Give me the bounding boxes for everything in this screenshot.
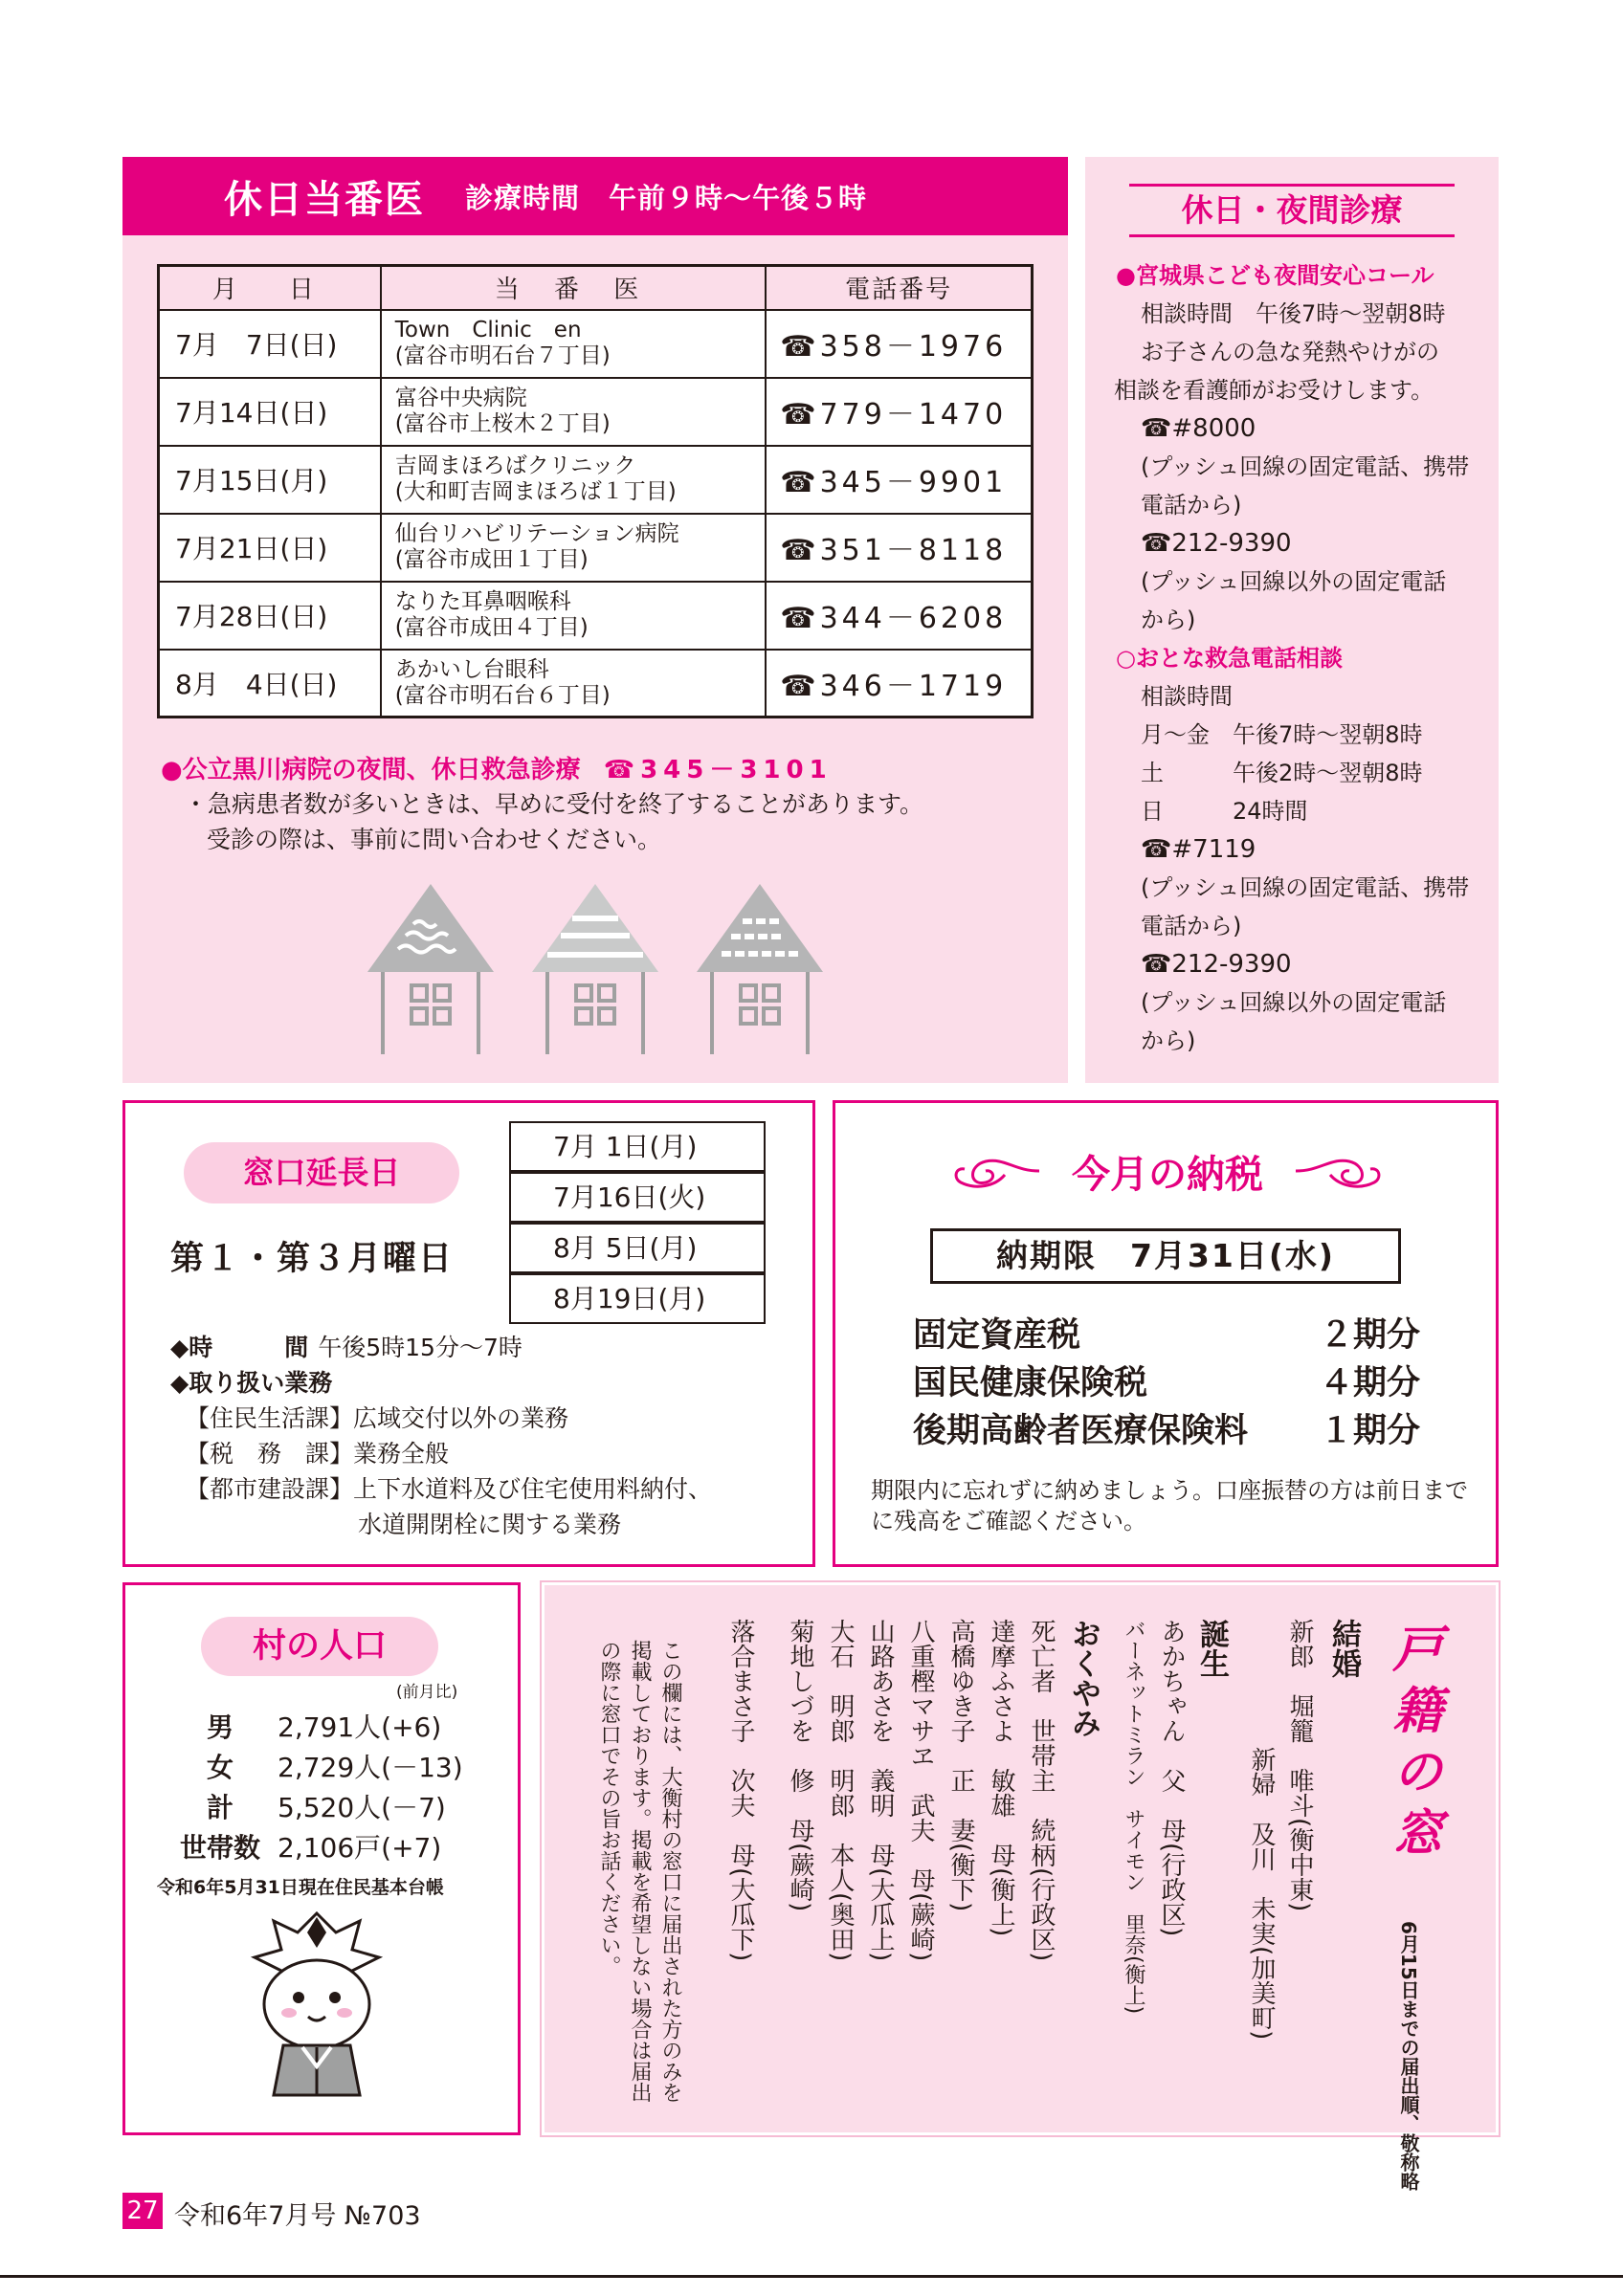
miyagi-call-title: ●宮城県こども夜間安心コール — [1116, 262, 1434, 289]
extended-date: 8月19日(月) — [509, 1273, 766, 1324]
tax-period: １期分 — [1319, 1412, 1420, 1450]
holiday-doctor-header — [122, 157, 1068, 235]
header-phone: 電話番号 — [766, 266, 1032, 310]
population-label: 世帯数 — [179, 1832, 260, 1864]
time-label: ◆時 間 — [170, 1334, 309, 1361]
clinic-address: (富谷市成田４丁目) — [394, 615, 589, 640]
phone-note: 電話から) — [1141, 913, 1242, 939]
marriage-label: 結婚 — [1326, 1619, 1361, 1678]
row-clinic — [381, 378, 766, 446]
tax-item — [913, 1404, 1420, 1452]
kurokawa-note — [184, 786, 1045, 857]
phone-number: ☎#7119 — [1141, 835, 1256, 864]
population-label: 計 — [206, 1792, 233, 1823]
marriage-groom: 新郎 堀籠 唯斗(衡中東) — [1285, 1619, 1314, 1912]
adult-call-title: ○おとな救急電話相談 — [1116, 645, 1343, 672]
table-row — [159, 650, 1033, 718]
table-row — [159, 310, 1033, 378]
population-label: 女 — [206, 1752, 233, 1783]
holiday-doctor-table — [157, 264, 1034, 718]
header-date: 月 日 — [159, 266, 381, 310]
service-item-cont: 水道開閉栓に関する業務 — [358, 1511, 622, 1538]
death-header: 死亡者 世帯主 続柄(行政区) — [1027, 1619, 1056, 1962]
death-row: 落合まさ子 次夫 母(大瓜下) — [726, 1619, 755, 1962]
clinic-address: (富谷市明石台７丁目) — [394, 343, 611, 368]
tax-title: 今月の納税 — [1072, 1153, 1263, 1197]
adult-hours: 日 24時間 — [1141, 798, 1308, 825]
population-compare-label: (前月比) — [396, 1683, 458, 1702]
extended-date: 7月16日(火) — [509, 1172, 766, 1223]
service-item: 【都市建設課】上下水道料及び住宅使用料納付、 — [186, 1475, 713, 1503]
tax-name: 固定資産税 — [913, 1316, 1081, 1355]
phone-note: から) — [1141, 607, 1196, 633]
condolence-label: おくやみ — [1066, 1619, 1101, 1737]
night-clinic-body — [1114, 256, 1497, 1060]
row-date: 7月21日(日) — [159, 514, 381, 582]
row-phone: ☎358－1976 — [766, 310, 1032, 378]
birth-row: バーネットミラン サイモン 里奈(衡上) — [1122, 1619, 1145, 2015]
adult-hours: 土 午後2時～翌朝8時 — [1141, 760, 1423, 786]
row-clinic — [381, 582, 766, 650]
night-clinic-title: 休日・夜間診療 — [1129, 184, 1455, 237]
house-illustration — [693, 880, 827, 1054]
phone-number: ☎#8000 — [1141, 414, 1256, 443]
phone-note: (プッシュ回線以外の固定電話 — [1141, 568, 1447, 595]
note-line: 受診の際は、事前に問い合わせください。 — [207, 826, 662, 853]
clinic-hours: 診療時間 午前９時～午後５時 — [465, 181, 868, 214]
clinic-name: 仙台リハビリテーション病院 — [394, 521, 679, 546]
family-register-note: 6月15日までの届出順、敬称略 — [1397, 1921, 1420, 2191]
phone-number: ☎212-9390 — [1141, 529, 1292, 558]
marriage-bride: 新婦 及川 未実(加美町) — [1247, 1747, 1276, 2041]
extended-hours-body — [170, 1330, 802, 1542]
population-row — [163, 1747, 463, 1785]
family-register-title: 戸籍の窓 — [1384, 1623, 1441, 1867]
death-row: 高橋ゆき子 正 妻(衡下) — [946, 1619, 975, 1912]
kurokawa-label: ●公立黒川病院の夜間、休日救急診療 — [161, 756, 581, 784]
table-row — [159, 446, 1033, 514]
row-date: 7月14日(日) — [159, 378, 381, 446]
clinic-name: Town Clinic en — [394, 318, 582, 342]
clinic-name: 吉岡まほろばクリニック — [394, 453, 636, 478]
phone-note: 電話から) — [1141, 492, 1242, 519]
miyagi-desc: 相談を看護師がお受けします。 — [1114, 377, 1434, 404]
death-row: 菊地しづを 修 母(蕨崎) — [786, 1619, 814, 1912]
table-row — [159, 378, 1033, 446]
clinic-name: なりた耳鼻咽喉科 — [394, 589, 571, 614]
miyagi-hours: 相談時間 午後7時～翌朝8時 — [1141, 300, 1446, 327]
issue-label: 令和6年7月号 №703 — [174, 2201, 421, 2231]
row-clinic — [381, 446, 766, 514]
time-value: 午後5時15分～7時 — [318, 1334, 522, 1361]
table-row — [159, 514, 1033, 582]
holiday-doctor-title: 休日当番医 — [224, 177, 425, 222]
birth-label: 誕生 — [1194, 1619, 1229, 1678]
tax-period: ４期分 — [1319, 1364, 1420, 1402]
death-row: 大石 明郎 明郎 本人(奥田) — [826, 1619, 855, 1962]
phone-number: ☎212-9390 — [1141, 950, 1292, 979]
clinic-name: あかいし台眼科 — [394, 656, 549, 682]
clinic-address: (富谷市明石台６丁目) — [394, 682, 611, 708]
death-row: 八重樫マサヱ 武夫 母(蕨崎) — [906, 1619, 935, 1962]
service-item: 【税 務 課】業務全般 — [186, 1440, 450, 1468]
population-value: 2,729人(－13) — [278, 1752, 463, 1783]
clinic-address: (大和町吉岡まほろば１丁目) — [394, 479, 677, 504]
extended-date: 8月 5日(月) — [509, 1223, 766, 1273]
clinic-address: (富谷市成田１丁目) — [394, 547, 589, 572]
tax-item — [913, 1357, 1420, 1404]
phone-note: (プッシュ回線の固定電話、携帯 — [1141, 874, 1470, 901]
house-illustration — [528, 880, 662, 1054]
population-value: 5,520人(－7) — [278, 1792, 446, 1823]
extended-hours-subtitle: 第１・第３月曜日 — [170, 1240, 455, 1278]
tax-period: ２期分 — [1319, 1316, 1420, 1355]
tax-name: 後期高齢者医療保険料 — [913, 1412, 1249, 1450]
row-date: 7月28日(日) — [159, 582, 381, 650]
clinic-name: 富谷中央病院 — [394, 386, 527, 410]
family-register-info: この欄には、大衡村の窓口に届出された方のみを掲載しております。掲載を希望しない場合は届出の際に窓口でその旨お話ください。 — [597, 1640, 682, 2103]
adult-hours: 月～金 午後7時～翌朝8時 — [1141, 721, 1423, 748]
kurokawa-hospital-line — [161, 750, 833, 785]
table-header-row — [159, 266, 1033, 310]
population-title: 村の人口 — [201, 1617, 438, 1676]
phone-note: (プッシュ回線以外の固定電話 — [1141, 989, 1447, 1016]
population-value: 2,791人(+6) — [278, 1711, 442, 1743]
population-value: 2,106戸(+7) — [278, 1832, 442, 1864]
extended-hours-title: 窓口延長日 — [184, 1142, 459, 1203]
row-clinic — [381, 514, 766, 582]
row-phone: ☎346－1719 — [766, 650, 1032, 718]
row-phone: ☎345－9901 — [766, 446, 1032, 514]
row-phone: ☎351－8118 — [766, 514, 1032, 582]
death-row: 達摩ふさよ 敏雄 母(衡上) — [987, 1619, 1015, 1937]
note-line: ・急病患者数が多いときは、早めに受付を終了することがあります。 — [184, 790, 924, 818]
population-row — [163, 1787, 446, 1825]
phone-note: (プッシュ回線の固定電話、携帯 — [1141, 453, 1470, 480]
adult-hours-label: 相談時間 — [1141, 683, 1233, 710]
row-clinic — [381, 310, 766, 378]
tax-name: 国民健康保険税 — [913, 1364, 1148, 1402]
header-doctor: 当 番 医 — [381, 266, 766, 310]
row-date: 8月 4日(日) — [159, 650, 381, 718]
house-illustration — [364, 880, 498, 1054]
population-row — [163, 1827, 441, 1866]
phone-note: から) — [1141, 1027, 1196, 1054]
time-row — [170, 1330, 802, 1365]
table-row — [159, 582, 1033, 650]
extended-date: 7月 1日(月) — [509, 1121, 766, 1172]
birth-header: あかちゃん 父 母(行政区) — [1157, 1619, 1186, 1937]
page-number: 27 — [122, 2193, 163, 2229]
kurokawa-phone: ☎345－3101 — [603, 756, 833, 784]
clinic-address: (富谷市上桜木２丁目) — [394, 411, 611, 436]
death-row: 山路あさを 義明 母(大瓜上) — [866, 1619, 895, 1962]
row-date: 7月15日(月) — [159, 446, 381, 514]
population-row — [163, 1707, 441, 1745]
miyagi-desc: お子さんの急な発熱やけがの — [1141, 339, 1439, 365]
row-phone: ☎344－6208 — [766, 582, 1032, 650]
population-source: 令和6年5月31日現在住民基本台帳 — [157, 1877, 444, 1898]
tax-item — [913, 1309, 1420, 1357]
tax-deadline: 納期限 7月31日(水) — [930, 1228, 1401, 1284]
population-label: 男 — [206, 1711, 233, 1743]
tax-note: 期限内に忘れずに納めましょう。口座振替の方は前日までに残高をご確認ください。 — [871, 1477, 1468, 1534]
bottom-rule — [0, 2275, 1623, 2278]
mascot-character-icon — [245, 1904, 389, 2105]
row-phone: ☎779－1470 — [766, 378, 1032, 446]
row-clinic — [381, 650, 766, 718]
service-item: 【住民生活課】広域交付以外の業務 — [186, 1404, 569, 1432]
services-label: ◆取り扱い業務 — [170, 1369, 333, 1397]
row-date: 7月 7日(日) — [159, 310, 381, 378]
